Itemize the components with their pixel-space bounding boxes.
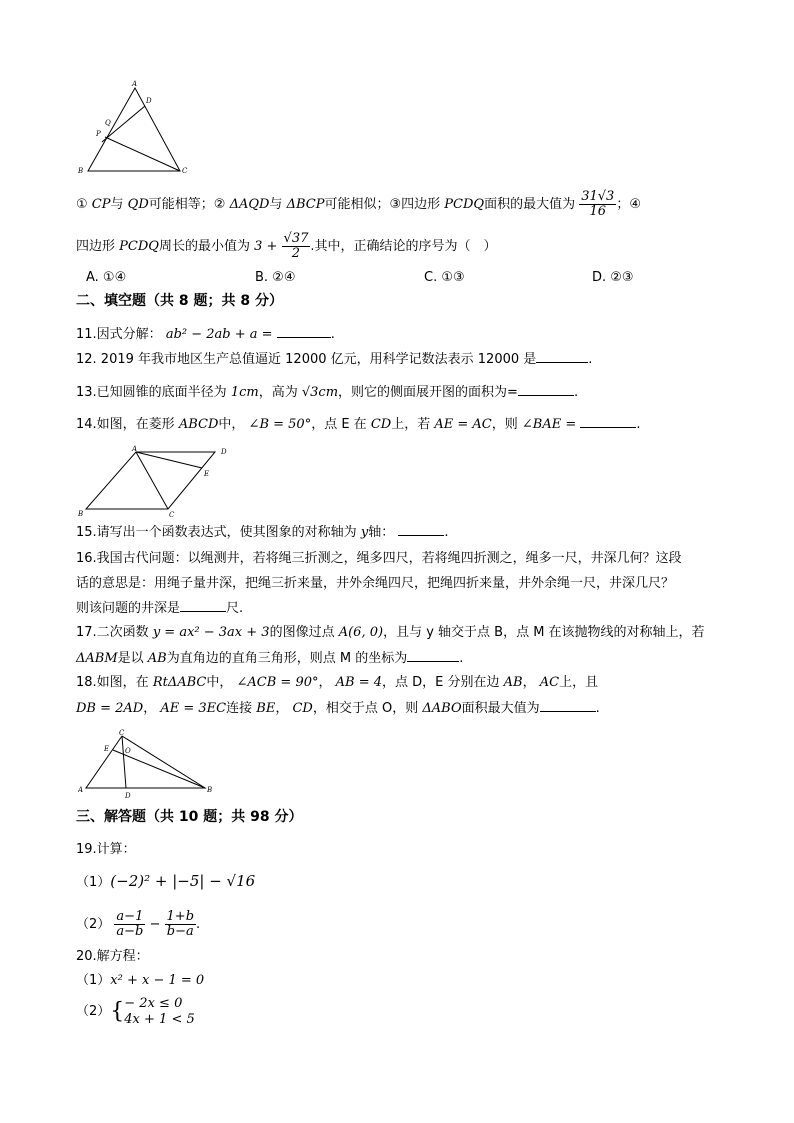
question-20-part-1: （1）x² + x − 1 = 0 — [76, 973, 205, 988]
option-c[interactable]: C. ①③ — [424, 270, 465, 285]
question-15: 15.请写出一个函数表达式，使其图象的对称轴为 y轴： . — [76, 525, 449, 540]
answer-blank[interactable] — [180, 611, 226, 612]
question-17-line-1: 17.二次函数 y = ax² − 3ax + 3的图像过点 A(6, 0)，且与 y 轴交于点 B，点 M 在该抛物线的对称轴上，若 — [76, 625, 705, 640]
label-C: C — [119, 729, 125, 737]
label-B: B — [207, 786, 213, 794]
option-d[interactable]: D. ②③ — [592, 270, 634, 285]
option-a[interactable]: A. ①④ — [86, 270, 127, 285]
answer-blank[interactable] — [407, 661, 459, 662]
fraction-min-perimeter: $\frac{√37}{2}$ — [283, 231, 309, 261]
question-19-part-1: （1）(−2)² + |−5| − √16 — [76, 872, 256, 890]
question-20-part-2: （2）{ − 2x ≤ 0 4x + 1 < 5 — [76, 996, 195, 1027]
system-brace: { — [110, 999, 125, 1024]
answer-blank[interactable] — [536, 362, 588, 363]
question-19-title: 19.计算： — [76, 842, 136, 857]
question-20-title: 20.解方程： — [76, 949, 149, 964]
fraction-max-area: $\frac{31√3}{16}$ — [581, 189, 615, 219]
question-16-line-2: 话的意思是：用绳子量井深，把绳三折来量，井外余绳四尺，把绳四折来量，井外余绳一尺，井深几尺？ — [76, 576, 675, 591]
label-A: A — [132, 445, 138, 453]
question-18-line-2: DB = 2AD， AE = 3EC连接 BE， CD，相交于点 O，则 ΔABO面积最大值为 . — [76, 701, 600, 716]
answer-blank[interactable] — [518, 395, 574, 396]
label-D: D — [146, 97, 152, 105]
label-D: D — [125, 792, 131, 800]
option-b[interactable]: B. ②④ — [255, 270, 296, 285]
label-B: B — [78, 510, 84, 518]
fraction-1: $\frac{a-1}{a-b}$ — [116, 909, 144, 939]
answer-blank[interactable] — [540, 711, 596, 712]
label-E: E — [204, 470, 210, 478]
answer-blank[interactable] — [580, 427, 636, 428]
question-14: 14.如图，在菱形 ABCD中， ∠B = 50°，点 E 在 CD上，若 AE = AC，则 ∠BAE = . — [76, 417, 641, 432]
label-A: A — [132, 80, 138, 88]
question-11: 11.因式分解： ab² − 2ab + a = . — [76, 327, 335, 342]
label-Q: Q — [105, 119, 111, 127]
label-C: C — [169, 511, 175, 519]
question-19-part-2: （2） $\frac{a-1}{a-b}$ − $\frac{1+b}{b-a}$ . — [76, 909, 201, 939]
figure-right-triangle-abc — [78, 728, 218, 800]
figure-triangle-pcdq — [78, 80, 198, 178]
label-D: D — [221, 448, 227, 456]
q10-statement-line-2: 四边形 PCDQ周长的最小值为 3 + $\frac{√37}{2}$ .其中，正确结论的序号为（ ） — [76, 231, 497, 261]
question-16-line-1: 16.我国古代问题：以绳测井，若将绳三折测之，绳多四尺，若将绳四折测之，绳多一尺，井深几何？这段 — [76, 551, 682, 566]
inequality-system: − 2x ≤ 0 4x + 1 < 5 — [124, 996, 195, 1027]
section-2-heading: 二、填空题（共 8 题；共 8 分） — [76, 293, 283, 309]
question-16-line-3: 则该问题的井深是 尺. — [76, 601, 244, 616]
label-A: A — [78, 786, 84, 794]
label-B: B — [78, 167, 84, 175]
label-P: P — [96, 130, 101, 138]
question-12: 12. 2019 年我市地区生产总值逼近 12000 亿元，用科学记数法表示 12000 是 . — [76, 352, 593, 367]
fraction-2: $\frac{1+b}{b-a}$ — [166, 909, 195, 939]
answer-blank[interactable] — [277, 337, 331, 338]
question-13: 13.已知圆锥的底面半径为 1cm，高为 √3cm，则它的侧面展开图的面积为= . — [76, 385, 579, 400]
answer-blank[interactable] — [398, 535, 444, 536]
label-E: E — [104, 745, 110, 753]
label-O: O — [125, 747, 131, 755]
question-18-line-1: 18.如图，在 RtΔABC中， ∠ACB = 90°， AB = 4，点 D，E 分别在边 AB， AC上，且 — [76, 675, 599, 690]
figure-rhombus-abcd — [78, 444, 238, 520]
question-17-line-2: ΔABM是以 AB为直角边的直角三角形，则点 M 的坐标为 . — [76, 651, 464, 666]
q10-statement-line-1: ① CP与 QD可能相等；② ΔAQD与 ΔBCP可能相似；③四边形 PCDQ面积的最大值为 $\frac{31√3}{16}$ ；④ — [76, 189, 642, 219]
label-C: C — [182, 167, 188, 175]
section-3-heading: 三、解答题（共 10 题；共 98 分） — [76, 809, 303, 825]
